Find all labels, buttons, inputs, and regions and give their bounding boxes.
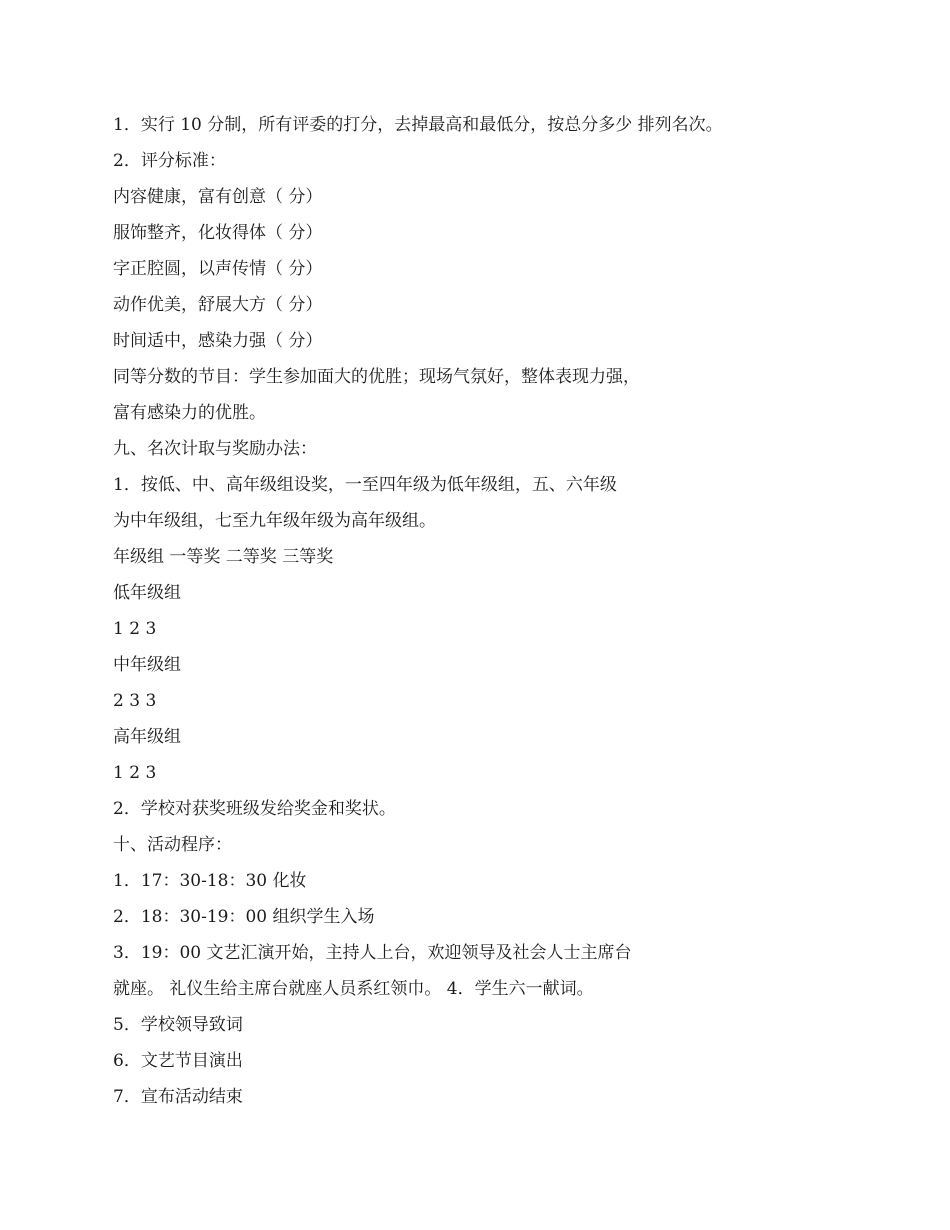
program-step-3: 3．19：00 文艺汇演开始，主持人上台，欢迎领导及社会人士主席台 bbox=[113, 943, 632, 963]
criteria-movement: 动作优美，舒展大方（ 分） bbox=[113, 295, 323, 315]
program-step-3-continued: 就座。 礼仪生给主席台就座人员系红领巾。 4．学生六一献词。 bbox=[113, 979, 594, 999]
criteria-content: 内容健康，富有创意（ 分） bbox=[113, 187, 323, 207]
award-group-low: 低年级组 bbox=[113, 583, 181, 603]
program-step-2: 2．18：30-19：00 组织学生入场 bbox=[113, 907, 375, 927]
award-group-middle: 中年级组 bbox=[113, 655, 181, 675]
award-prize-line: 2．学校对获奖班级发给奖金和奖状。 bbox=[113, 799, 396, 819]
award-counts-low: 1 2 3 bbox=[113, 619, 157, 639]
document-body bbox=[113, 107, 873, 1115]
criteria-time: 时间适中，感染力强（ 分） bbox=[113, 331, 323, 351]
award-counts-high: 1 2 3 bbox=[113, 763, 157, 783]
award-groups-line-1: 1．按低、中、高年级组设奖，一至四年级为低年级组，五、六年级 bbox=[113, 475, 617, 495]
award-groups-line-2: 为中年级组，七至九年级年级为高年级组。 bbox=[113, 511, 436, 531]
award-group-high: 高年级组 bbox=[113, 727, 181, 747]
scoring-rule-line: 1．实行 10 分制，所有评委的打分，去掉最高和最低分，按总分多少 排列名次。 bbox=[113, 115, 723, 135]
tie-break-line-1: 同等分数的节目：学生参加面大的优胜；现场气氛好，整体表现力强， bbox=[113, 367, 640, 387]
award-counts-middle: 2 3 3 bbox=[113, 691, 157, 711]
program-step-5: 5．学校领导致词 bbox=[113, 1015, 243, 1035]
program-step-7: 7．宣布活动结束 bbox=[113, 1087, 243, 1107]
tie-break-line-2: 富有感染力的优胜。 bbox=[113, 403, 266, 423]
program-step-6: 6．文艺节目演出 bbox=[113, 1051, 243, 1071]
program-step-1: 1．17：30-18：30 化妆 bbox=[113, 871, 307, 891]
criteria-voice: 字正腔圆，以声传情（ 分） bbox=[113, 259, 323, 279]
award-table-header: 年级组 一等奖 二等奖 三等奖 bbox=[113, 547, 334, 567]
criteria-costume: 服饰整齐，化妆得体（ 分） bbox=[113, 223, 323, 243]
scoring-criteria-heading: 2．评分标准： bbox=[113, 151, 226, 171]
section-nine-heading: 九、名次计取与奖励办法： bbox=[113, 439, 317, 459]
section-ten-heading: 十、活动程序： bbox=[113, 835, 232, 855]
